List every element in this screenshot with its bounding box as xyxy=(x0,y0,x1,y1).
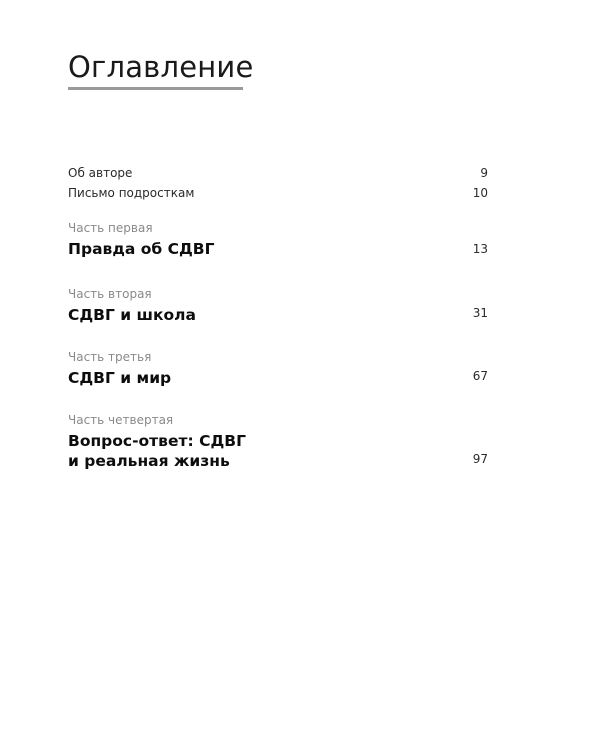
page-title: Оглавление xyxy=(68,50,254,84)
part-page: 67 xyxy=(472,369,488,383)
part-page: 13 xyxy=(472,242,488,256)
toc-entry-label: Об авторе xyxy=(68,166,133,180)
part-title: СДВГ и мир xyxy=(68,369,172,387)
part-title: Правда об СДВГ xyxy=(68,240,215,258)
part-page: 97 xyxy=(472,452,488,466)
part-title: СДВГ и школа xyxy=(68,306,196,324)
toc-entry-page: 9 xyxy=(480,166,488,180)
toc-entry-letter xyxy=(68,186,488,206)
toc-entry-label: Письмо подросткам xyxy=(68,186,195,200)
part-title-line-1: Вопрос-ответ: СДВГ xyxy=(68,432,246,450)
part-page: 31 xyxy=(472,306,488,320)
part-kicker: Часть вторая xyxy=(68,287,152,301)
part-kicker: Часть четвертая xyxy=(68,413,174,427)
title-underline xyxy=(68,87,243,90)
part-kicker: Часть первая xyxy=(68,221,153,235)
toc-entry-page: 10 xyxy=(472,186,488,200)
toc-entry-about-author xyxy=(68,166,488,186)
part-kicker: Часть третья xyxy=(68,350,152,364)
part-title-line-2: и реальная жизнь xyxy=(68,452,230,470)
